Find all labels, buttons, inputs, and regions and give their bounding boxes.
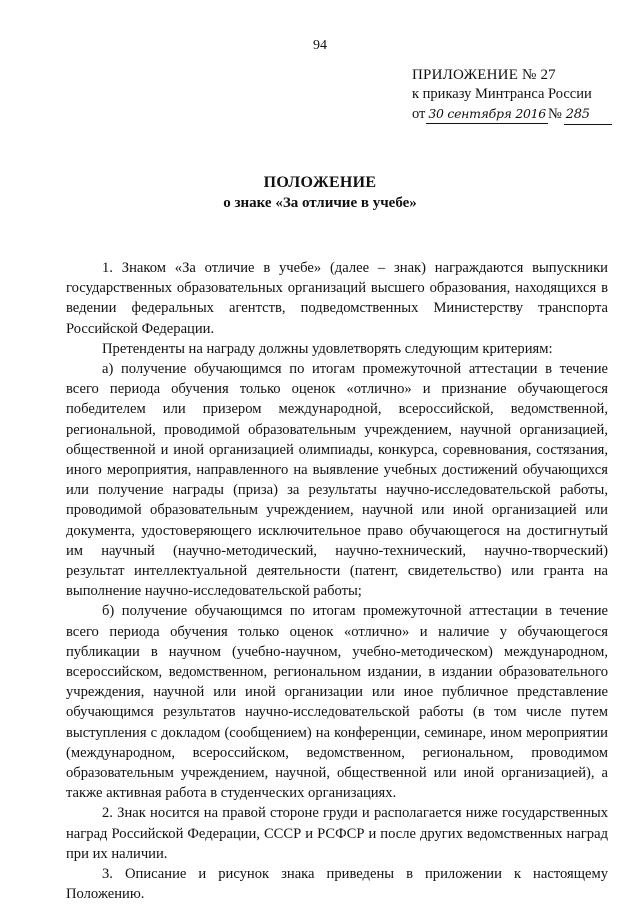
paragraph-criteria-intro: Претенденты на награду должны удовлетворять следующим критериям: xyxy=(102,340,553,357)
annex-order-reference: к приказу Минтранса России xyxy=(412,86,592,102)
paragraph-criterion-a: а) получение обучающимся по итогам промежуточной аттестации в течение всего периода обучения только оценок «отлично» и признание обучающегося победителем или призером международной, всероссийской, ведомственной, региональной, проводимой образовательным учреждением, научной организацией, общественной и иной организацией олимпиады, конкурса, соревнования, состязания, иного мероприятия, направленного на выявление учебных достижений обучающихся или получение награды (приза) за результаты научно-исследовательской работы, проводимой образовательным учреждением, научной или иной организацией или документа, удостоверяющего исключительное право обучающегося на достигнутый им научный (научно-методический, научно-технический, научно-творческий) результат интеллектуальной деятельности (патент, свидетельство) или гранта на выполнение научно-исследовательской работы; xyxy=(66,361,608,600)
annex-title: ПРИЛОЖЕНИЕ № 27 xyxy=(412,67,556,83)
page-number: 94 xyxy=(313,38,327,53)
date-prefix: от xyxy=(412,106,426,122)
document-body xyxy=(66,258,608,905)
document-subtitle: о знаке «За отличие в учебе» xyxy=(223,195,417,211)
handwritten-date: 30 сентября 2016 xyxy=(426,104,548,124)
paragraph-2: 2. Знак носится на правой стороне груди и располагается ниже государственных наград Российской Федерации, СССР и РСФСР и после других ведомственных наград при их наличии. xyxy=(66,805,608,862)
number-prefix: № xyxy=(547,106,562,122)
paragraph-criterion-b: б) получение обучающимся по итогам промежуточной аттестации в течение всего периода обучения только оценок «отлично» и наличие у обучающегося публикации в научном (учебно-научном, учебно-методическом) международном, всероссийском, ведомственном, региональном издании, в издании образовательного учреждения, научной или иной организации или иное публичное представление обучающимся результатов научно-исследовательской работы (в том числе путем выступления с докладом (сообщением) на конференции, семинаре, ином мероприятии (международном, всероссийском, ведомственном, региональном, проводимом образовательным учреждением, научной, общественной или иной организацией), а также активная работа в студенческих организациях. xyxy=(66,603,608,802)
annex-date-line xyxy=(412,104,622,125)
handwritten-number: 285 xyxy=(564,105,612,125)
annex-header xyxy=(412,66,622,125)
title-block xyxy=(0,173,640,213)
paragraph-3: 3. Описание и рисунок знака приведены в приложении к настоящему Положению. xyxy=(66,866,608,903)
document-title: ПОЛОЖЕНИЕ xyxy=(263,174,377,191)
paragraph-1: 1. Знаком «За отличие в учебе» (далее – знак) награждаются выпускники государственных образовательных организаций высшего образования, находящихся в ведении федеральных агентств, подведомственных Министерству транспорта Российской Федерации. xyxy=(66,260,608,337)
